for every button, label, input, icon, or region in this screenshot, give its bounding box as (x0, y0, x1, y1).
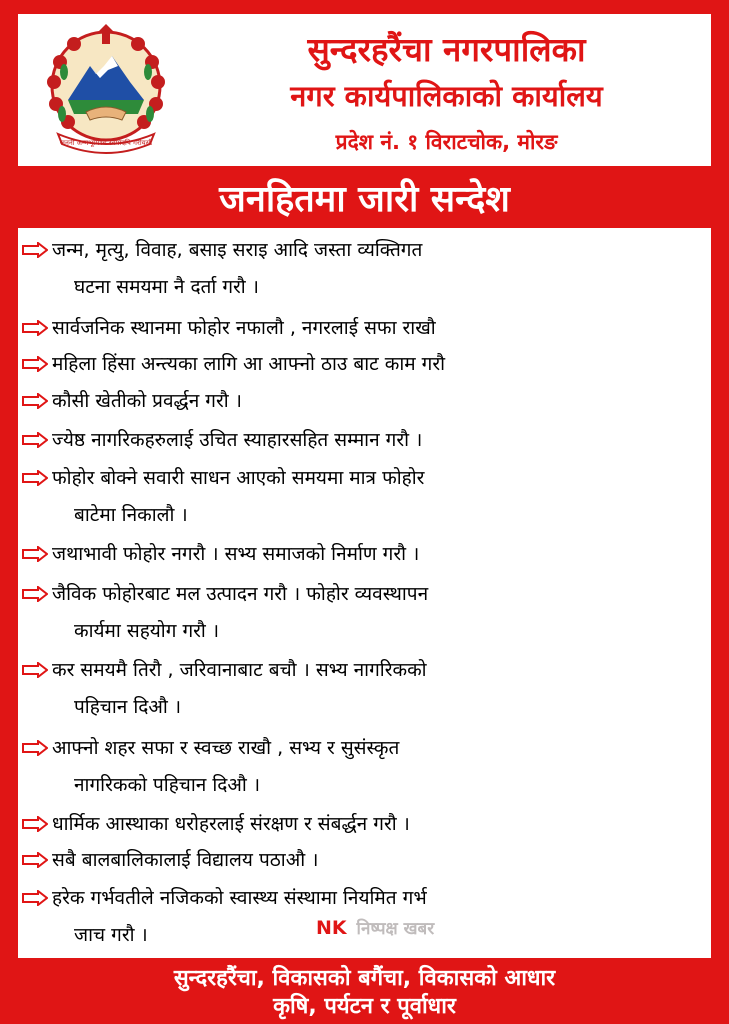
footer-slogan-line1: सुन्दरहरैंचा, विकासको बगैंचा, विकासको आधार (173, 966, 556, 991)
watermark-text: निष्पक्ष खबर (356, 919, 435, 939)
message-text: कर समयमै तिरौ , जरिवानाबाट बचौ । सभ्य नागरिकको (52, 659, 427, 681)
address-line: प्रदेश नं. १ विराटचोक, मोरङ (335, 130, 558, 154)
arrow-right-icon (22, 470, 48, 486)
message-text-continued: जाच गरौ । (74, 924, 148, 946)
arrow-right-icon (22, 393, 48, 409)
emblem-motto: जननी जन्मभूमिश्च स्वर्गादपि गरीयसी (59, 139, 153, 147)
message-text: आफ्नो शहर सफा र स्वच्छ राखौ , सभ्य र सुसंस्कृत (52, 737, 400, 759)
message-text: जैविक फोहोरबाट मल उत्पादन गरौ । फोहोर व्यवस्थापन (52, 583, 429, 605)
list-item (22, 346, 703, 383)
message-text: महिला हिंसा अन्त्यका लागि आ आफ्नो ठाउ बाट काम गरौ (52, 353, 446, 375)
list-item (22, 652, 703, 726)
message-list (18, 228, 711, 958)
list-item (22, 383, 703, 420)
list-item (22, 842, 703, 879)
message-text-continued: कार्यमा सहयोग गरौ । (74, 620, 220, 642)
message-text: ज्येष्ठ नागरिकहरुलाई उचित स्याहारसहित सम्मान गरौ । (52, 429, 423, 451)
arrow-right-icon (22, 662, 48, 678)
arrow-right-icon (22, 890, 48, 906)
watermark-logo: NK (316, 917, 347, 939)
list-item (22, 576, 703, 650)
message-text-continued: नागरिकको पहिचान दिऔ । (74, 774, 261, 796)
arrow-right-icon (22, 356, 48, 372)
list-item (22, 232, 703, 306)
arrow-right-icon (22, 852, 48, 868)
list-item (22, 536, 703, 573)
footer-slogan-line2: कृषि, पर्यटन र पूर्वाधार (273, 994, 456, 1019)
message-text-continued: बाटेमा निकालौ । (74, 504, 188, 526)
list-item (22, 422, 703, 459)
list-item (22, 460, 703, 534)
message-text: जन्म, मृत्यु, विवाह, बसाइ सराइ आदि जस्ता व्यक्तिगत (52, 239, 423, 261)
message-text: सार्वजनिक स्थानमा फोहोर नफालौ , नगरलाई सफा राखौ (52, 317, 436, 339)
message-text: कौसी खेतीको प्रवर्द्धन गरौ । (52, 390, 242, 412)
message-text-continued: घटना समयमा नै दर्ता गरौ । (74, 276, 259, 298)
arrow-right-icon (22, 432, 48, 448)
arrow-right-icon (22, 816, 48, 832)
municipality-title: सुन्दरहरैंचा नगरपालिका (307, 30, 586, 69)
arrow-right-icon (22, 320, 48, 336)
list-item (22, 806, 703, 843)
list-item (22, 310, 703, 347)
arrow-right-icon (22, 740, 48, 756)
message-text: जथाभावी फोहोर नगरौ । सभ्य समाजको निर्माण गरौ । (52, 543, 420, 565)
notice-banner-title: जनहितमा जारी सन्देश (219, 179, 510, 220)
arrow-right-icon (22, 586, 48, 602)
arrow-right-icon (22, 242, 48, 258)
arrow-right-icon (22, 546, 48, 562)
nepal-emblem-icon (38, 22, 174, 158)
message-text: हरेक गर्भवतीले नजिकको स्वास्थ्य संस्थामा नियमित गर्भ (52, 887, 427, 909)
office-title: नगर कार्यपालिकाको कार्यालय (290, 79, 603, 113)
message-text-continued: पहिचान दिऔ । (74, 696, 182, 718)
message-text: फोहोर बोक्ने सवारी साधन आएको समयमा मात्र फोहोर (52, 467, 425, 489)
header-panel (18, 14, 711, 166)
list-item (22, 730, 703, 804)
message-text: धार्मिक आस्थाका धरोहरलाई संरक्षण र संबर्द्धन गरौ । (52, 813, 410, 835)
message-text: सबै बालबालिकालाई विद्यालय पठाऔ । (52, 849, 319, 871)
watermark (316, 916, 434, 940)
